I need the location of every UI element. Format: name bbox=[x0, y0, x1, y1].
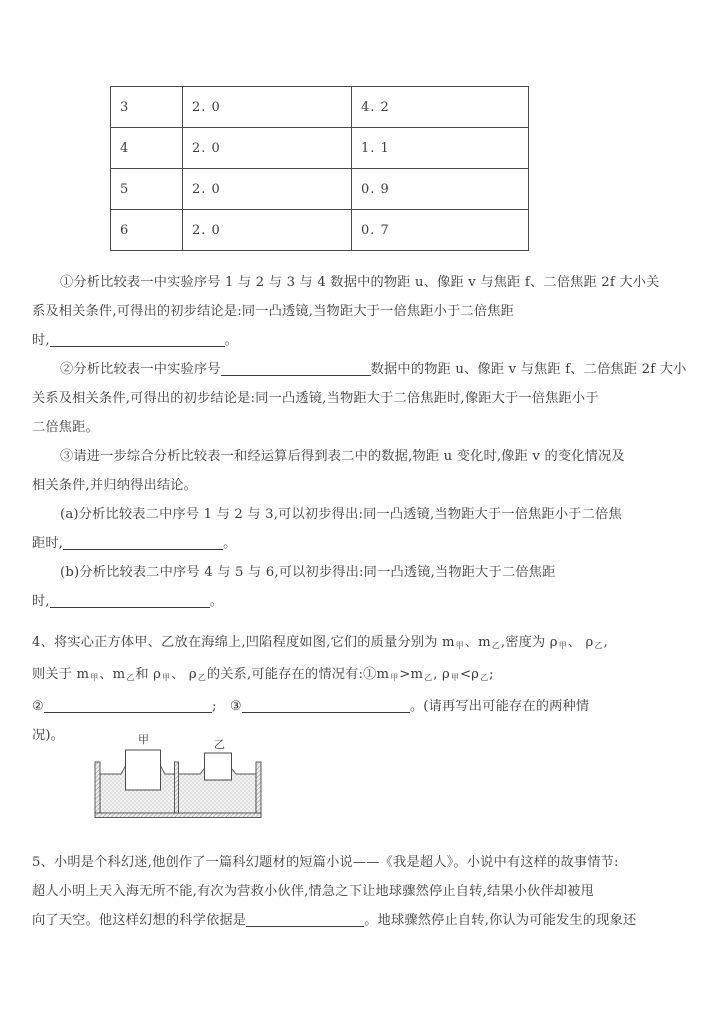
paragraph-item-2 bbox=[32, 355, 692, 442]
q5-line3-pre: 向了天空。他这样幻想的科学依据是 bbox=[32, 913, 247, 928]
item1-line3-pre: 时, bbox=[32, 333, 50, 348]
item1-line1: ①分析比较表一中实验序号 1 与 2 与 3 与 4 数据中的物距 u、像距 v 与焦距 f、二倍焦距 2f 大小关 bbox=[60, 275, 660, 290]
table-row bbox=[111, 128, 529, 169]
table-cell-value: 1. 1 bbox=[352, 128, 529, 169]
itemB-line1: (b)分析比较表二中序号 4 与 5 与 6,可以初步得出:同一凸透镜,当物距大于二倍焦距 bbox=[60, 565, 556, 580]
paragraph-item-a bbox=[32, 500, 692, 558]
answer-blank-item-a[interactable] bbox=[63, 536, 223, 550]
item3-line2: 相关条件,并归纳得出结论。 bbox=[32, 478, 198, 493]
itemA-line2-post: 。 bbox=[223, 536, 237, 551]
table-cell-focal: 2. 0 bbox=[183, 128, 352, 169]
container-bottom-wall bbox=[95, 813, 261, 818]
q4-sub-jia-1: 甲 bbox=[455, 641, 464, 650]
item2-line1-post: 数据中的物距 u、像距 v 与焦距 f、二倍焦距 2f 大小 bbox=[370, 362, 687, 377]
item2-line1-pre: ②分析比较表一中实验序号 bbox=[60, 362, 221, 377]
figure-label-jia: 甲 bbox=[138, 733, 149, 746]
q4-sub-jia-4: 甲 bbox=[162, 673, 171, 682]
q4-sub-jia-6: 甲 bbox=[450, 673, 459, 682]
question-5 bbox=[32, 848, 700, 935]
item2-line3: 二倍焦距。 bbox=[32, 420, 99, 435]
paragraph-item-1 bbox=[32, 268, 692, 355]
q4-line1-a: 4、将实心正方体甲、乙放在海绵上,凹陷程度如图,它们的质量分别为 m bbox=[32, 635, 455, 650]
q4-line2-a: 则关于 m bbox=[32, 667, 90, 682]
q4-marker-2: ② bbox=[32, 699, 45, 714]
itemB-line2 bbox=[32, 587, 692, 616]
table-row bbox=[111, 87, 529, 128]
answer-blank-item1[interactable] bbox=[50, 333, 225, 347]
q5-line3-post: 。地球骤然停止自转,你认为可能发生的现象还 bbox=[364, 913, 637, 928]
table-cell-focal: 2. 0 bbox=[183, 210, 352, 251]
itemA-line1: (a)分析比较表二中序号 1 与 2 与 3,可以初步得出:同一凸透镜,当物距大于一倍焦距小于二倍焦 bbox=[60, 507, 622, 522]
sponge-figure-svg bbox=[88, 734, 330, 820]
q5-line2: 超人小明上天入海无所不能,有次为营救小伙伴,情急之下让地球骤然停止自转,结果小伙伴却被甩 bbox=[32, 884, 595, 899]
table-row bbox=[111, 210, 529, 251]
figure-label-yi: 乙 bbox=[214, 738, 225, 751]
table-cell-focal: 2. 0 bbox=[183, 169, 352, 210]
answer-blank-q4-2[interactable] bbox=[44, 699, 212, 713]
table-cell-focal: 2. 0 bbox=[183, 87, 352, 128]
q4-line2-g: , ρ bbox=[433, 667, 450, 682]
q4-line3-tail: 。(请再写出可能存在的两种情 bbox=[409, 699, 590, 714]
item3-line1: ③请进一步综合分析比较表一和经运算后得到表二中的数据,物距 u 变化时,像距 v 的变化情况及 bbox=[60, 449, 625, 464]
question-4 bbox=[32, 628, 700, 750]
item1-line3 bbox=[32, 326, 692, 355]
q4-sub-yi-6: 乙 bbox=[480, 673, 489, 682]
itemA-line2 bbox=[32, 529, 692, 558]
table-cell-seq: 5 bbox=[111, 169, 183, 210]
paragraph-item-b bbox=[32, 558, 692, 616]
q4-line2-i: ; bbox=[489, 667, 494, 682]
item1-line2: 系及相关条件,可得出的初步结论是:同一凸透镜,当物距大于一倍焦距小于二倍焦距 bbox=[32, 304, 514, 319]
q4-sep: ; bbox=[212, 699, 217, 714]
block-jia bbox=[126, 750, 161, 790]
q4-sub-jia-2: 甲 bbox=[558, 641, 567, 650]
experiment-data-table-container bbox=[110, 86, 498, 251]
q4-line1-d: 、 ρ bbox=[567, 635, 594, 650]
table-cell-seq: 3 bbox=[111, 87, 183, 128]
q4-marker-3: ③ bbox=[229, 699, 242, 714]
q4-line2-h: <ρ bbox=[459, 667, 480, 682]
q4-sub-yi-3: 乙 bbox=[126, 673, 135, 682]
q4-sub-jia-5: 甲 bbox=[390, 673, 399, 682]
experiment-data-table bbox=[110, 86, 529, 251]
q4-line2-b: 、m bbox=[99, 667, 126, 682]
q4-line2-d: 、 ρ bbox=[171, 667, 197, 682]
q4-line2 bbox=[32, 660, 700, 692]
q4-line3 bbox=[32, 692, 700, 721]
answer-blank-item2-seq[interactable] bbox=[221, 362, 371, 376]
table-cell-value: 0. 9 bbox=[352, 169, 529, 210]
itemB-line2-pre: 时, bbox=[32, 594, 50, 609]
q4-line2-e: 的关系,可能存在的情况有:①m bbox=[206, 667, 390, 682]
answer-blank-item-b[interactable] bbox=[50, 594, 210, 608]
table-cell-seq: 4 bbox=[111, 128, 183, 169]
q4-line4: 况)。 bbox=[32, 728, 65, 743]
item2-line2: 关系及相关条件,可得出的初步结论是:同一凸透镜,当物距大于二倍焦距时,像距大于一倍焦距小于 bbox=[32, 391, 599, 406]
itemA-line2-pre: 距时, bbox=[32, 536, 64, 551]
q4-line1-e: , bbox=[603, 635, 608, 650]
q4-sub-yi-1: 乙 bbox=[491, 641, 500, 650]
table-cell-seq: 6 bbox=[111, 210, 183, 251]
table-cell-value: 0. 7 bbox=[352, 210, 529, 251]
item1-line3-post: 。 bbox=[224, 333, 239, 348]
table-row bbox=[111, 169, 529, 210]
container-right-wall bbox=[256, 762, 261, 817]
q4-sub-yi-2: 乙 bbox=[594, 641, 603, 650]
item2-line1 bbox=[32, 355, 692, 384]
block-yi bbox=[205, 753, 232, 780]
q5-line3 bbox=[32, 906, 700, 935]
q4-line1-c: ,密度为 ρ bbox=[500, 635, 558, 650]
q4-sub-yi-4: 乙 bbox=[197, 673, 206, 682]
q5-line1: 5、小明是个科幻迷,他创作了一篇科幻题材的短篇小说——《我是超人》。小说中有这样的故事情节: bbox=[32, 855, 619, 870]
paragraph-item-3 bbox=[32, 442, 692, 500]
q4-sub-yi-5: 乙 bbox=[424, 673, 433, 682]
table-cell-value: 4. 2 bbox=[352, 87, 529, 128]
itemB-line2-post: 。 bbox=[209, 594, 224, 609]
q4-line2-c: 和 ρ bbox=[135, 667, 162, 682]
container-middle-divider bbox=[175, 762, 179, 813]
q4-sub-jia-3: 甲 bbox=[90, 673, 99, 682]
container-left-wall bbox=[95, 762, 100, 817]
answer-blank-q4-3[interactable] bbox=[242, 699, 410, 713]
q4-line1 bbox=[32, 628, 700, 660]
q4-line2-f: >m bbox=[399, 667, 424, 682]
sponge-indentation-diagram bbox=[88, 734, 330, 820]
q4-line1-b: 、m bbox=[464, 635, 491, 650]
answer-blank-q5[interactable] bbox=[246, 913, 364, 927]
